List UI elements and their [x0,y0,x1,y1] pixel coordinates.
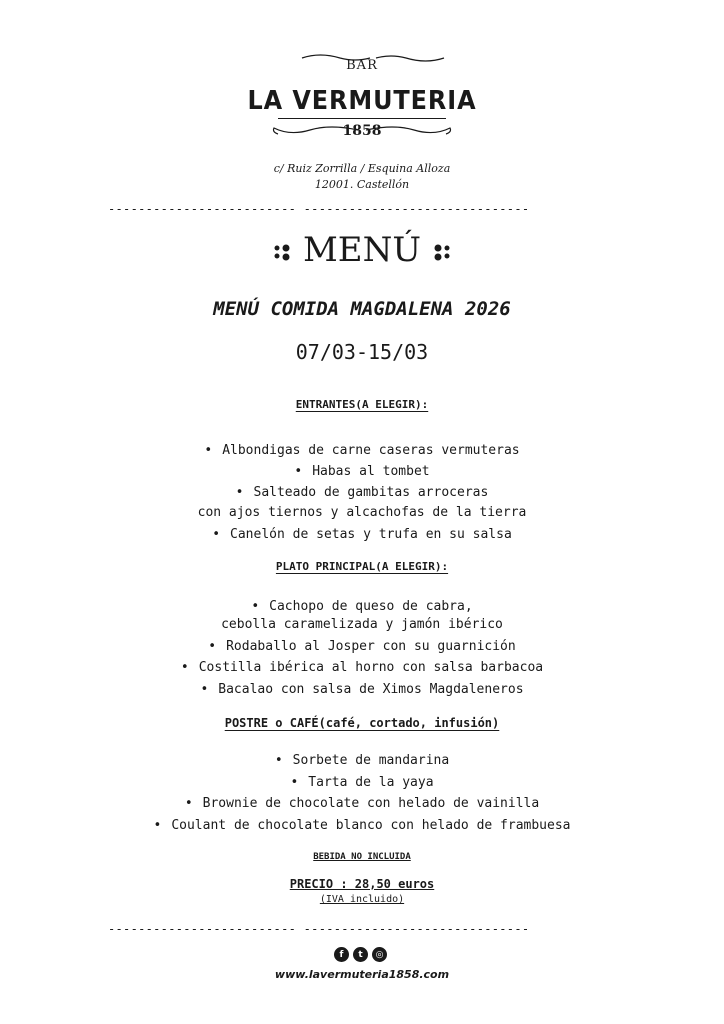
dots-icon [273,241,295,263]
logo-divider [278,118,446,119]
list-item: • Cachopo de queso de cabra, [251,599,473,614]
list-item: • Costilla ibérica al horno con salsa barbacoa [180,660,544,675]
list-item: • Canelón de setas y trufa en su salsa [212,527,512,542]
website-link[interactable]: www.lavermuteria1858.com [274,968,450,981]
list-item: • Tarta de la yaya [290,775,434,790]
price-label: PRECIO : 28,50 euros [289,877,435,891]
list-item: • Brownie de chocolate con helado de vainilla [184,796,540,811]
list-item-continuation: cebolla caramelizada y jamón ibérico [221,617,503,632]
list-item: • Coulant de chocolate blanco con helado de frambuesa [153,818,571,833]
list-item: • Habas al tombet [294,464,430,479]
separator-top: ------------------------- ------------------------------ [108,202,530,216]
list-item: • Albondigas de carne caseras vermuteras [204,443,520,458]
menu-title-text: MENÚ [302,230,422,270]
list-item-continuation: con ajos tiernos y alcachofas de la tierra [197,505,527,520]
list-item: • Rodaballo al Josper con su guarnición [208,639,516,654]
facebook-icon[interactable]: f [334,947,349,962]
tax-note: (IVA incluido) [319,894,405,905]
logo-year: 1858 [342,123,382,139]
event-dates: 07/03-15/03 [295,340,429,364]
twitter-icon[interactable]: t [353,947,368,962]
dots-icon [429,241,451,263]
logo-name: LA VERMUTERIA [247,86,477,116]
section-header-desserts: POSTRE o CAFÉ(café, cortado, infusión) [224,716,500,730]
menu-title [0,230,724,270]
list-item: • Bacalao con salsa de Ximos Magdaleneros [200,682,524,697]
separator-bottom: ------------------------- ------------------------------ [108,922,530,936]
social-links [334,947,387,962]
drink-note: BEBIDA NO INCLUIDA [313,852,411,862]
address-line-2: 12001. Castellón [314,178,410,191]
list-item: • Salteado de gambitas arroceras [235,485,489,500]
address-line-1: c/ Ruiz Zorrilla / Esquina Alloza [273,162,451,175]
logo-bar-text: BAR [346,58,378,73]
list-item: • Sorbete de mandarina [274,753,450,768]
ornament-icon [366,52,446,64]
event-title: MENÚ COMIDA MAGDALENA 2026 [213,298,511,320]
instagram-icon[interactable]: ◎ [372,947,387,962]
section-header-mains: PLATO PRINCIPAL(A ELEGIR): [275,560,449,573]
section-header-starters: ENTRANTES(A ELEGIR): [295,398,429,411]
